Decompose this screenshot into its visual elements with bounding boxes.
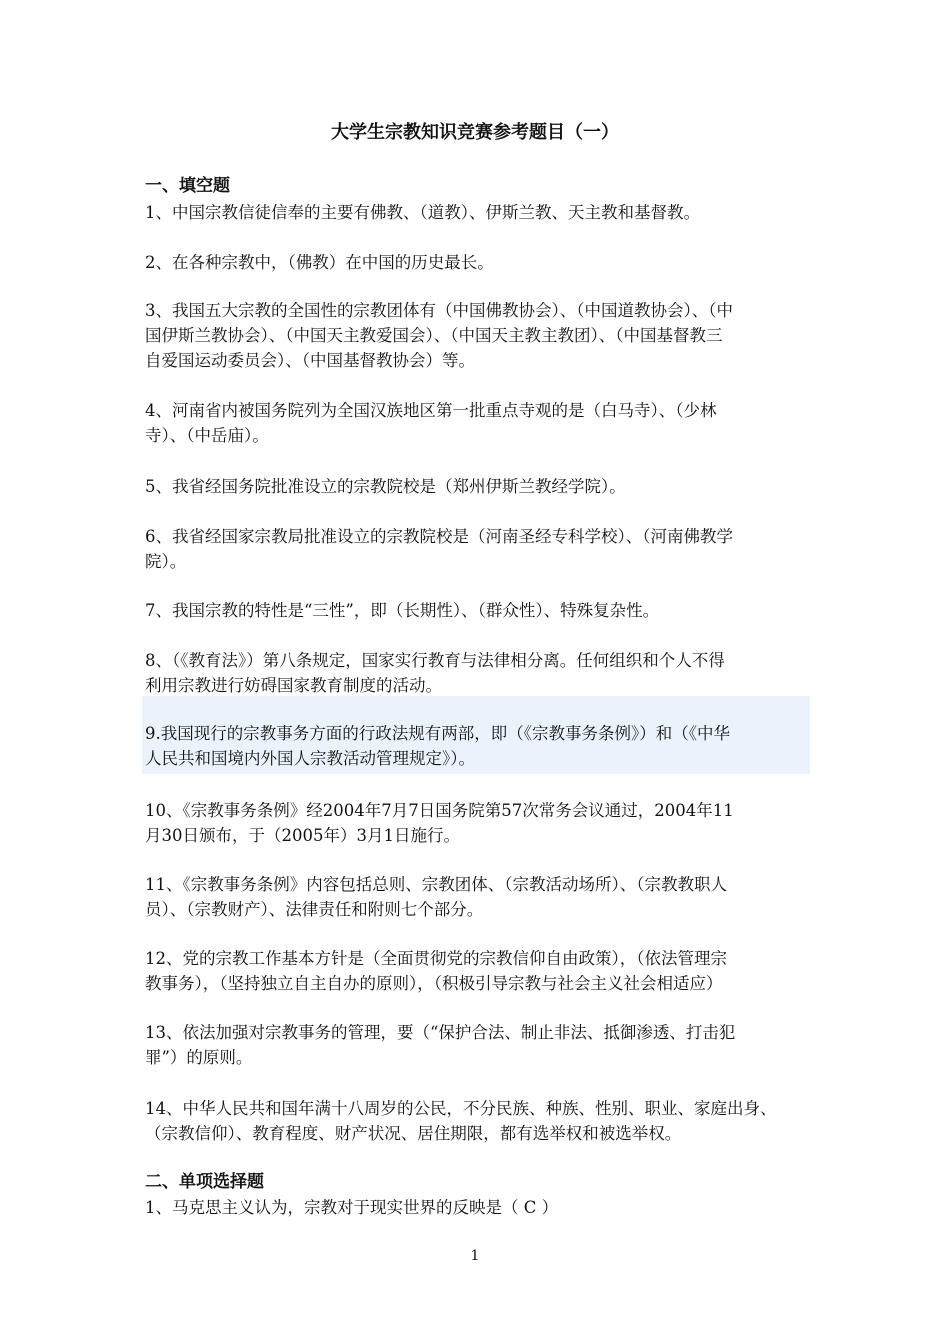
question-line: 1、马克思主义认为，宗教对于现实世界的反映是（ C ） bbox=[145, 1198, 559, 1217]
question-1 bbox=[145, 200, 810, 225]
question-line: 院）。 bbox=[145, 552, 187, 571]
document-title: 大学生宗教知识竞赛参考题目（一） bbox=[331, 122, 619, 143]
question-line: 1、中国宗教信徒信奉的主要有佛教、（道教）、伊斯兰教、天主教和基督教。 bbox=[145, 203, 700, 222]
choice-question-1 bbox=[145, 1195, 810, 1220]
question-9-highlighted bbox=[142, 696, 810, 774]
question-line: 9.我国现行的宗教事务方面的行政法规有两部，即（《宗教事务条例》）和（《中华 bbox=[145, 724, 730, 743]
question-line: 教事务），（坚持独立自主自办的原则），（积极引导宗教与社会主义社会相适应） bbox=[145, 974, 723, 993]
question-line: （宗教信仰）、教育程度、财产状况、居住期限，都有选举权和被选举权。 bbox=[145, 1124, 682, 1143]
question-line: 利用宗教进行妨碍国家教育制度的活动。 bbox=[145, 676, 442, 695]
question-line: 2、在各种宗教中，（佛教）在中国的历史最长。 bbox=[145, 253, 494, 272]
section-heading-single-choice: 二、单项选择题 bbox=[145, 1172, 264, 1192]
question-line: 12、党的宗教工作基本方针是（全面贯彻党的宗教信仰自由政策），（依法管理宗 bbox=[145, 949, 727, 968]
question-line: 罪”）的原则。 bbox=[145, 1048, 253, 1067]
question-13 bbox=[145, 1020, 810, 1070]
section-heading-fill-in: 一、填空题 bbox=[145, 176, 230, 196]
question-line: 13、依法加强对宗教事务的管理，要（“保护合法、制止非法、抵御渗透、打击犯 bbox=[145, 1023, 736, 1042]
question-6 bbox=[145, 524, 810, 574]
question-line: 人民共和国境内外国人宗教活动管理规定》）。 bbox=[145, 749, 475, 768]
question-line: 5、我省经国务院批准设立的宗教院校是（郑州伊斯兰教经学院）。 bbox=[145, 477, 626, 496]
question-12 bbox=[145, 946, 810, 996]
question-14 bbox=[145, 1096, 810, 1146]
question-line: 6、我省经国家宗教局批准设立的宗教院校是（河南圣经专科学校）、（河南佛教学 bbox=[145, 527, 733, 546]
question-line: 3、我国五大宗教的全国性的宗教团体有（中国佛教协会）、（中国道教协会）、（中 bbox=[145, 301, 733, 320]
question-7 bbox=[145, 598, 810, 623]
question-4 bbox=[145, 398, 810, 448]
question-line: 11、《宗教事务条例》内容包括总则、宗教团体、（宗教活动场所）、（宗教教职人 bbox=[145, 875, 727, 894]
question-line: 寺）、（中岳庙）。 bbox=[145, 426, 269, 445]
question-line: 员）、（宗教财产）、法律责任和附则七个部分。 bbox=[145, 900, 484, 919]
question-line: 月30日颁布，于（2005年）3月1日施行。 bbox=[145, 826, 460, 845]
question-10 bbox=[145, 798, 810, 848]
question-line: 10、《宗教事务条例》经2004年7月7日国务院第57次常务会议通过，2004年11 bbox=[145, 801, 734, 820]
question-2 bbox=[145, 250, 810, 275]
question-3 bbox=[145, 298, 810, 373]
page-number: 1 bbox=[470, 1248, 480, 1264]
question-8 bbox=[145, 648, 810, 698]
question-line: 国伊斯兰教协会）、（中国天主教爱国会）、（中国天主教主教团）、（中国基督教三 bbox=[145, 326, 723, 345]
question-5 bbox=[145, 474, 810, 499]
question-line: 4、河南省内被国务院列为全国汉族地区第一批重点寺观的是（白马寺）、（少林 bbox=[145, 401, 717, 420]
question-line: 7、我国宗教的特性是“三性”，即（长期性）、（群众性）、特殊复杂性。 bbox=[145, 601, 660, 620]
question-line: 8、（《教育法》）第八条规定，国家实行教育与法律相分离。任何组织和个人不得 bbox=[145, 651, 725, 670]
question-line: 自爱国运动委员会）、（中国基督教协会）等。 bbox=[145, 351, 475, 370]
question-11 bbox=[145, 872, 810, 922]
question-line: 14、中华人民共和国年满十八周岁的公民，不分民族、种族、性别、职业、家庭出身、 bbox=[145, 1099, 777, 1118]
